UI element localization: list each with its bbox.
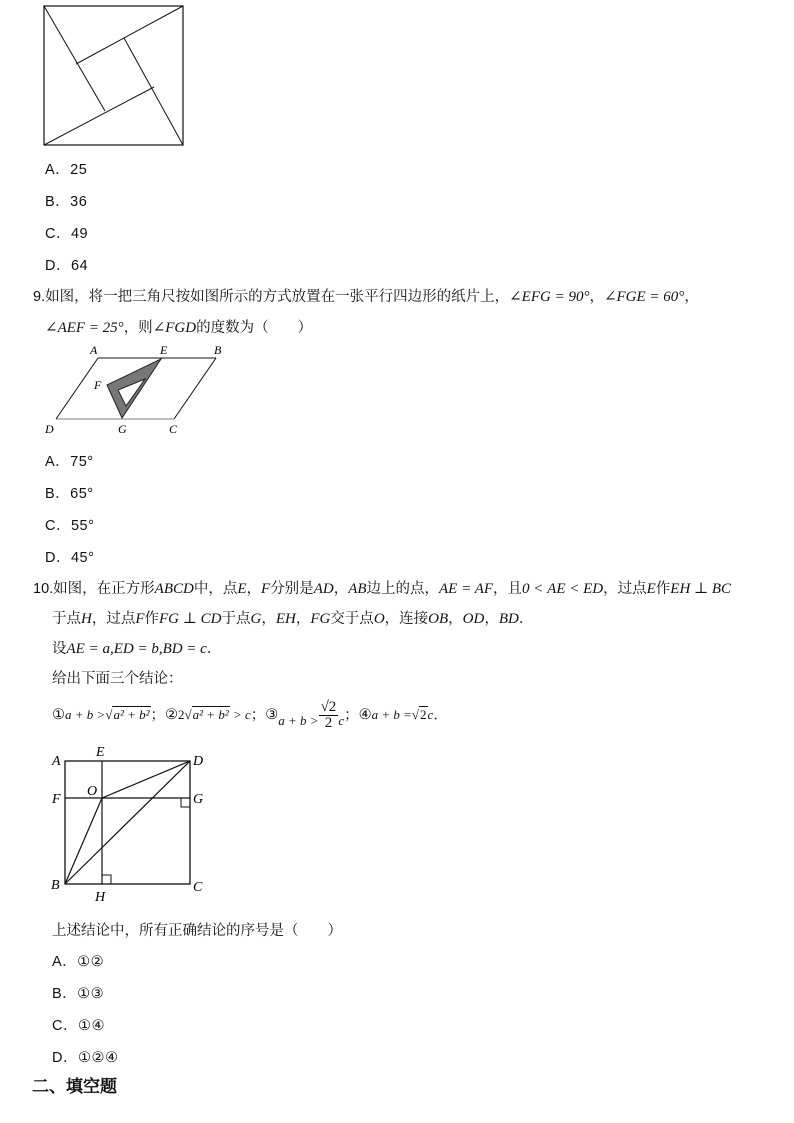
q10-label-a: A bbox=[52, 754, 61, 769]
q8-option-c: C．49 bbox=[45, 226, 89, 242]
q8-option-a: A．25 bbox=[45, 162, 88, 178]
q10-label-h: H bbox=[95, 890, 106, 905]
q10-option-c: C．①④ bbox=[52, 1018, 105, 1034]
q9-label-d: D bbox=[45, 422, 54, 436]
q9-label-b: B bbox=[214, 343, 222, 357]
q10-option-d: D．①②④ bbox=[52, 1050, 119, 1066]
q10-stem-line2: 于点H，过点F作FG ⊥ CD于点G，EH，FG交于点O，连接OB，OD，BD． bbox=[52, 611, 534, 627]
q10-option-b: B．①③ bbox=[52, 986, 105, 1002]
q9-label-c: C bbox=[169, 422, 178, 436]
q8-figure bbox=[40, 4, 188, 149]
q9-label-a: A bbox=[90, 343, 98, 357]
q9-option-d: D．45° bbox=[45, 550, 95, 566]
q9-option-c: C．55° bbox=[45, 518, 95, 534]
q10-ask: 上述结论中，所有正确结论的序号是（ ） bbox=[52, 923, 342, 939]
q10-stem-line4: 给出下面三个结论： bbox=[52, 671, 183, 687]
q9-label-f: F bbox=[94, 378, 102, 392]
q9-figure bbox=[40, 342, 230, 437]
conclusion-1: ①a + b >√a² + b² bbox=[52, 707, 150, 724]
conclusion-2: ②2√a² + b² > c bbox=[165, 707, 251, 724]
q10-figure bbox=[45, 743, 215, 908]
q10-label-o: O bbox=[87, 784, 98, 799]
q8-option-b: B．36 bbox=[45, 194, 88, 210]
q9-label-g: G bbox=[118, 422, 127, 436]
conclusion-4: ④a + b =√2c bbox=[358, 707, 434, 724]
conclusion-3: ③a + b > $\frac{√2}{2}$ c bbox=[265, 699, 345, 731]
q9-label-e: E bbox=[160, 343, 168, 357]
q10-conclusions: ①a + b >√a² + b²；②2√a² + b² > c；③a + b > $\frac{√2}{2}$ c；④a + b =√2c． bbox=[52, 699, 448, 731]
q10-stem-line1: 10.如图，在正方形ABCD中，点E，F分别是AD，AB边上的点，AE = AF，且0 < AE < ED，过点E作EH ⊥ BC bbox=[33, 581, 732, 597]
q10-label-b: B bbox=[51, 878, 60, 893]
q10-label-c: C bbox=[193, 880, 203, 895]
q10-stem-line3: 设AE = a,ED = b,BD = c． bbox=[52, 641, 222, 657]
q10-label-f: F bbox=[52, 792, 61, 807]
q10-label-d: D bbox=[193, 754, 204, 769]
q9-stem-line1: 9.如图，将一把三角尺按如图所示的方式放置在一张平行四边形的纸片上，∠EFG = 90°，∠FGE = 60°， bbox=[33, 289, 699, 305]
q9-stem-line2: ∠AEF = 25°，则∠FGD的度数为（ ） bbox=[45, 320, 313, 336]
q9-option-b: B．65° bbox=[45, 486, 94, 502]
q8-option-d: D．64 bbox=[45, 258, 89, 274]
section-heading-fill-in: 二、填空题 bbox=[32, 1077, 117, 1096]
q10-label-e: E bbox=[96, 745, 105, 760]
q10-label-g: G bbox=[193, 792, 204, 807]
q9-option-a: A．75° bbox=[45, 454, 94, 470]
q10-option-a: A．①② bbox=[52, 954, 105, 970]
